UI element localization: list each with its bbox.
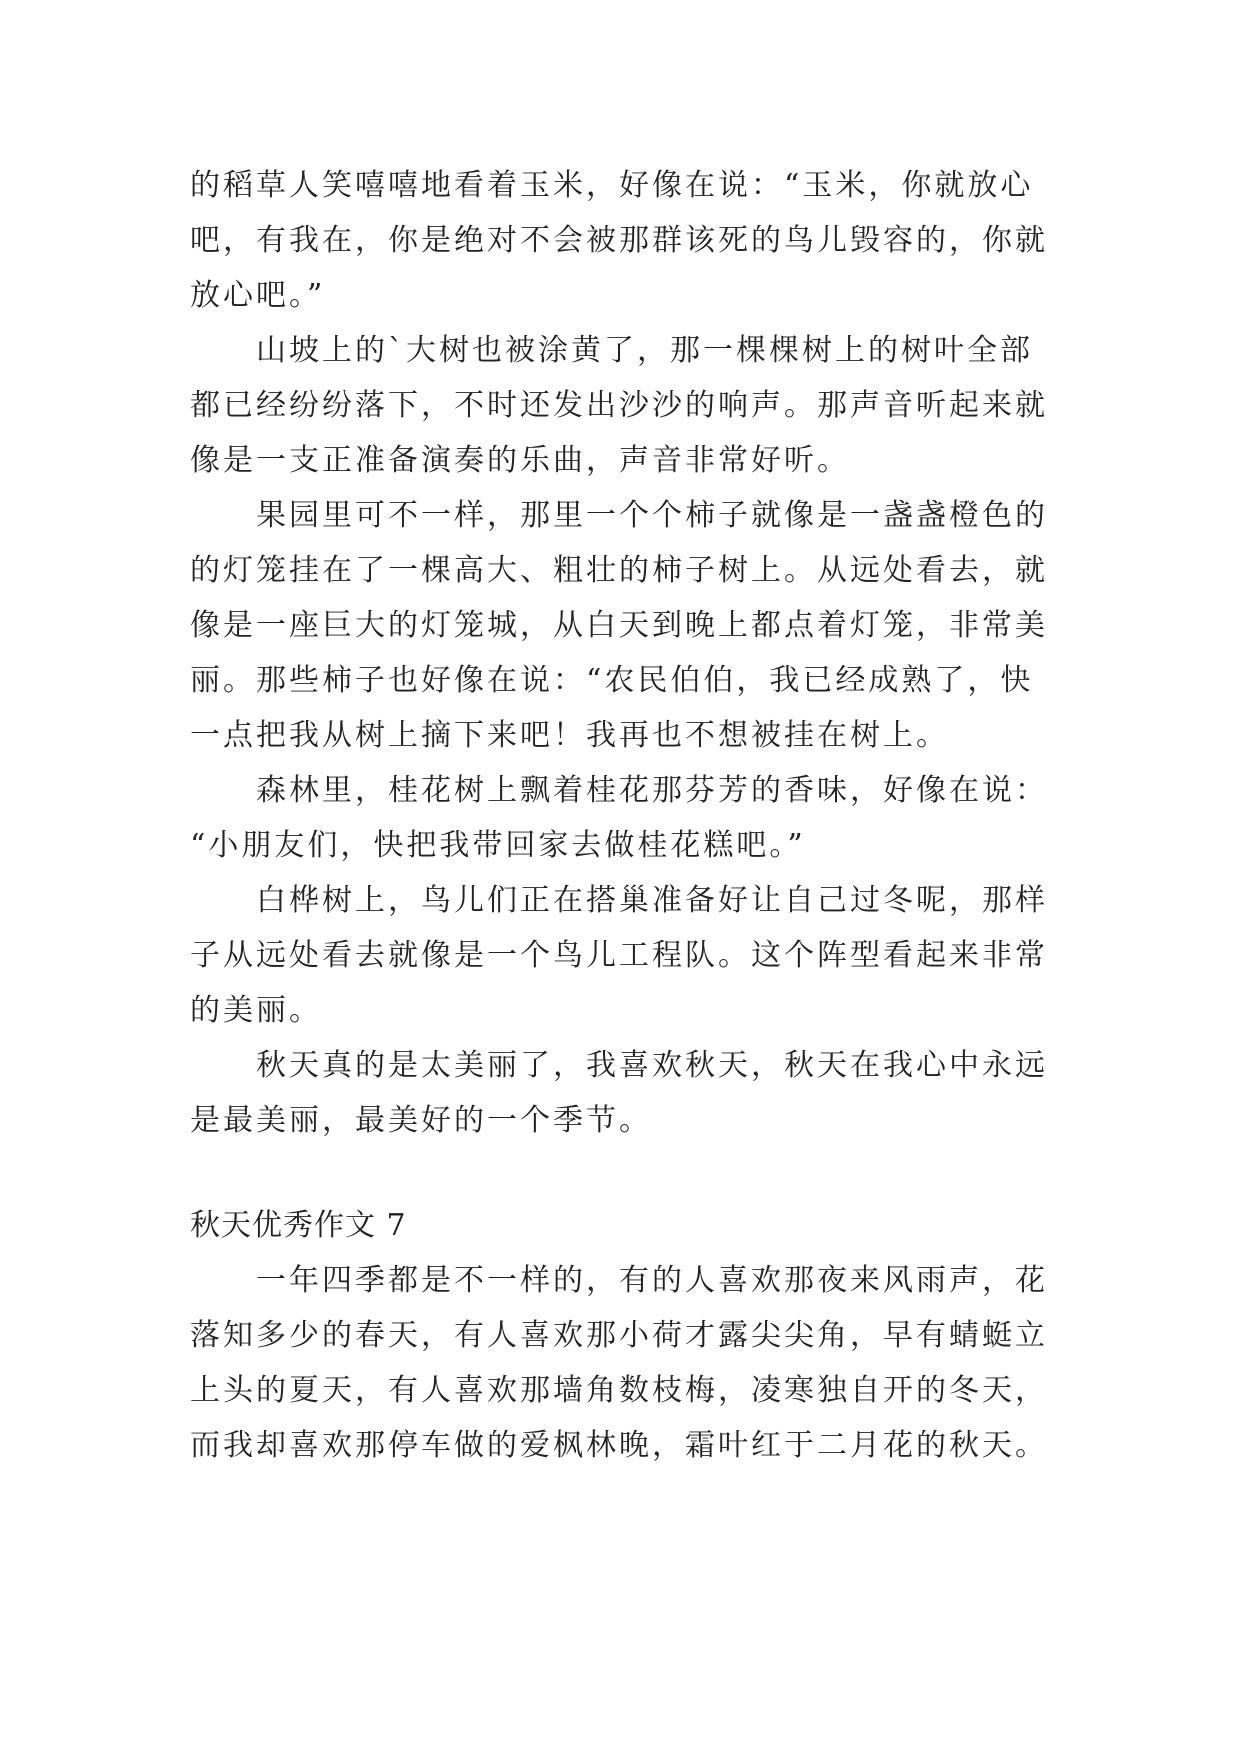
text-line: 白桦树上，鸟儿们正在搭巢准备好让自己过冬呢，那样 — [256, 883, 1048, 918]
paragraph-four-seasons — [190, 1253, 1060, 1473]
text-line: 秋天真的是太美丽了，我喜欢秋天，秋天在我心中永远 — [256, 1048, 1048, 1083]
text-line: 上头的夏天，有人喜欢那墙角数枝梅，凌寒独自开的冬天， — [190, 1373, 1048, 1408]
text-line: 像是一支正准备演奏的乐曲，声音非常好听。 — [190, 443, 850, 478]
paragraph-orchard — [190, 488, 1060, 763]
text-line: 山坡上的`大树也被涂黄了，那一棵棵树上的树叶全部 — [256, 333, 1033, 368]
text-line: 一年四季都是不一样的，有的人喜欢那夜来风雨声，花 — [256, 1263, 1048, 1298]
paragraph-scarecrow — [190, 158, 1060, 323]
text-line: 是最美丽，最美好的一个季节。 — [190, 1103, 652, 1138]
paragraph-forest — [190, 763, 1060, 873]
text-line: 的美丽。 — [190, 993, 322, 1028]
paragraph-conclusion — [190, 1038, 1060, 1148]
text-line: 果园里可不一样，那里一个个柿子就像是一盏盏橙色的 — [256, 498, 1048, 533]
paragraph-birch — [190, 873, 1060, 1038]
text-line: 都已经纷纷落下，不时还发出沙沙的响声。那声音听起来就 — [190, 388, 1048, 423]
text-line: 吧，有我在，你是绝对不会被那群该死的鸟儿毁容的，你就 — [190, 223, 1048, 258]
text-line: 丽。那些柿子也好像在说：“农民伯伯，我已经成熟了，快 — [190, 663, 1034, 698]
text-line: 森林里，桂花树上飘着桂花那芬芳的香味，好像在说： — [256, 773, 1048, 808]
section-title: 秋天优秀作文 7 — [190, 1208, 407, 1243]
text-line: 放心吧。” — [190, 278, 326, 313]
text-line: 像是一座巨大的灯笼城，从白天到晚上都点着灯笼，非常美 — [190, 608, 1048, 643]
text-line: 的稻草人笑嘻嘻地看着玉米，好像在说：“玉米，你就放心 — [190, 168, 1034, 203]
text-line: 一点把我从树上摘下来吧！我再也不想被挂在树上。 — [190, 718, 949, 753]
text-line: 落知多少的春天，有人喜欢那小荷才露尖尖角，早有蜻蜓立 — [190, 1318, 1048, 1353]
text-line: 子从远处看去就像是一个鸟儿工程队。这个阵型看起来非常 — [190, 938, 1048, 973]
document-body — [190, 158, 1060, 1473]
text-line: “小朋友们，快把我带回家去做桂花糕吧。” — [190, 828, 806, 863]
text-line: 的灯笼挂在了一棵高大、粗壮的柿子树上。从远处看去，就 — [190, 553, 1048, 588]
text-line: 而我却喜欢那停车做的爱枫林晚，霜叶红于二月花的秋天。 — [190, 1428, 1048, 1463]
paragraph-hillside-trees — [190, 323, 1060, 488]
